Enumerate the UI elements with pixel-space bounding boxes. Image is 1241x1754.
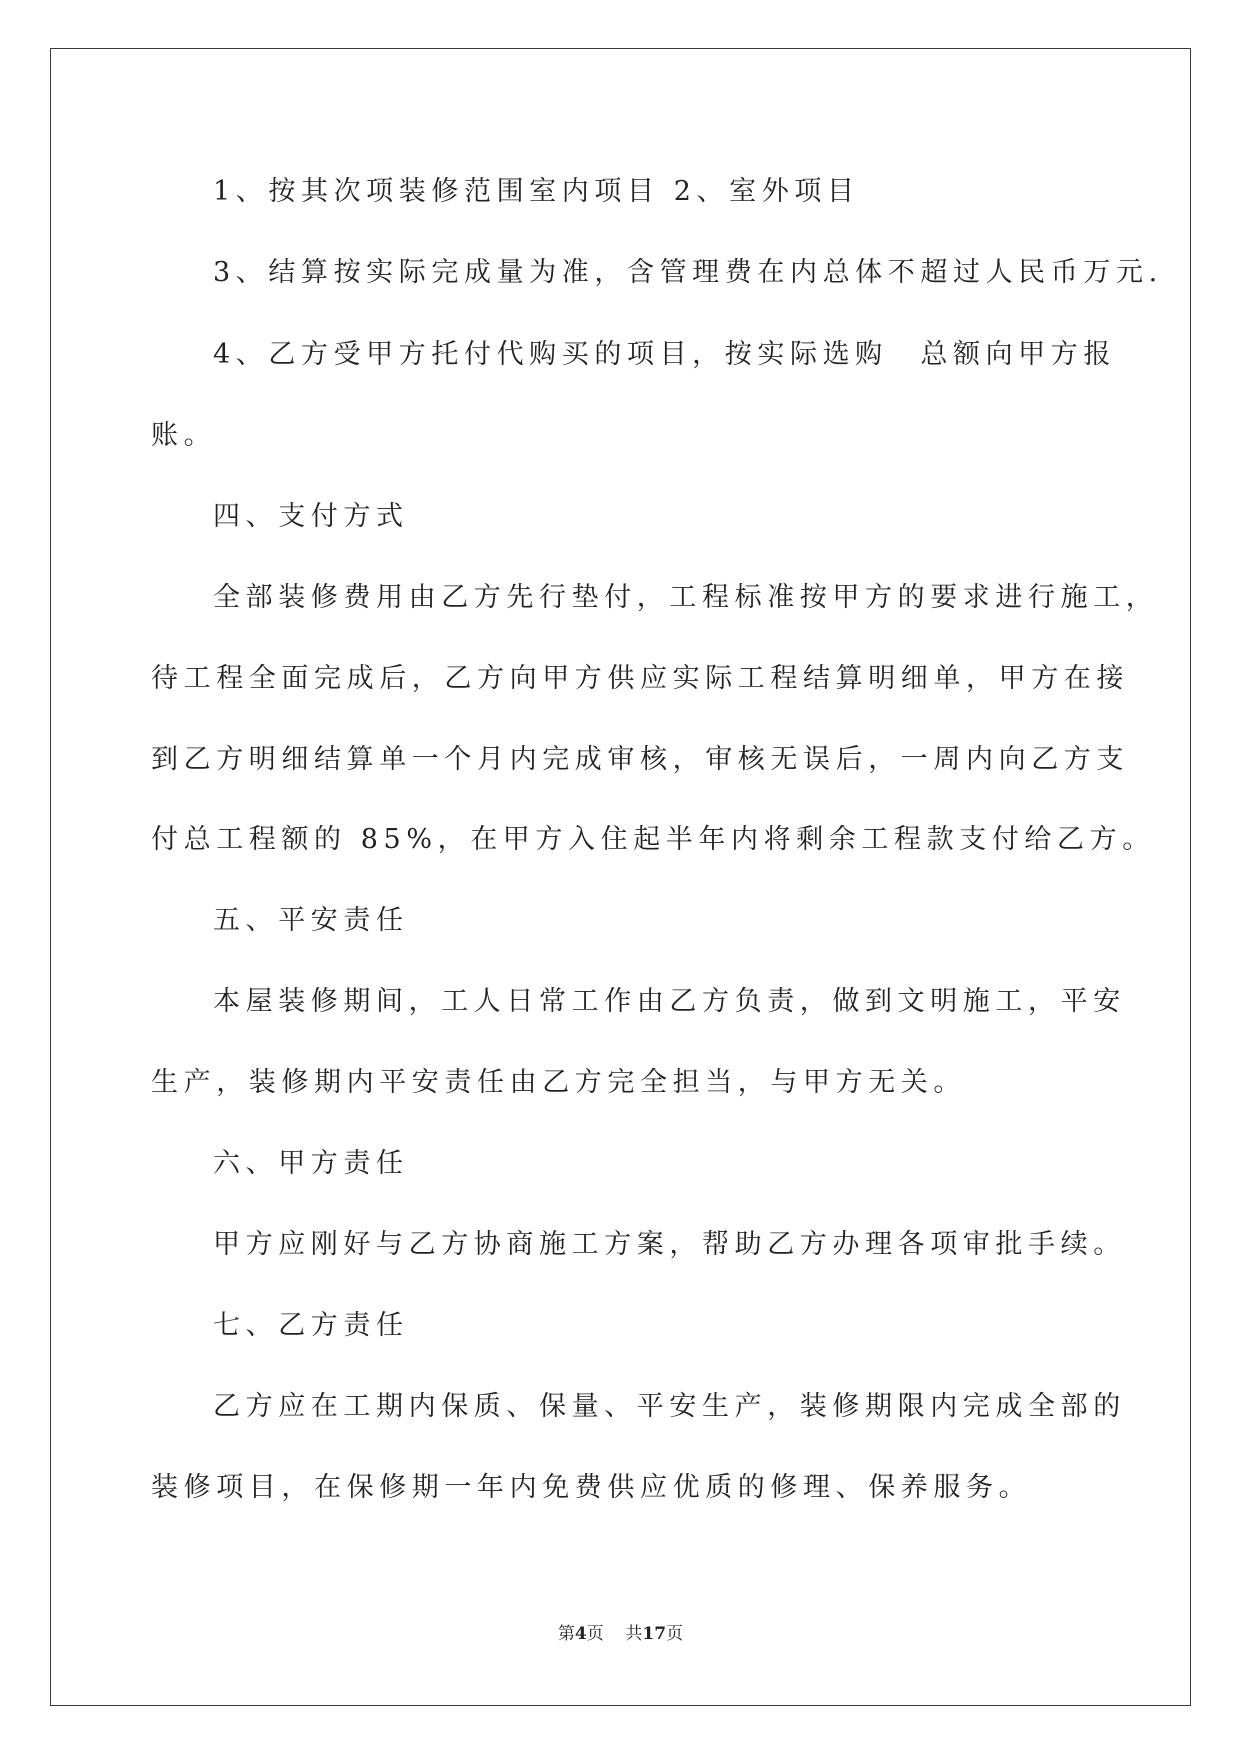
section-heading: 六、甲方责任 bbox=[213, 1148, 409, 1179]
footer-total-suffix: 页 bbox=[666, 1624, 684, 1644]
paragraph-line: 4、乙方受甲方托付代购买的项目，按实际选购 总额向甲方报 bbox=[213, 339, 1116, 370]
paragraph-line: 甲方应刚好与乙方协商施工方案，帮助乙方办理各项审批手续。 bbox=[213, 1229, 1126, 1260]
footer-page-suffix: 页 bbox=[586, 1624, 604, 1644]
paragraph-line: 全部装修费用由乙方先行垫付，工程标准按甲方的要求进行施工， bbox=[213, 582, 1159, 613]
paragraph-line: 待工程全面完成后，乙方向甲方供应实际工程结算明细单，甲方在接 bbox=[151, 663, 1129, 694]
paragraph-line: 装修项目，在保修期一年内免费供应优质的修理、保养服务。 bbox=[151, 1472, 1032, 1503]
section-heading: 四、支付方式 bbox=[213, 501, 409, 532]
paragraph-line: 账。 bbox=[151, 420, 217, 451]
section-heading: 五、平安责任 bbox=[213, 905, 409, 936]
total-pages: 17 bbox=[642, 1624, 667, 1644]
paragraph-line: 1、按其次项装修范围室内项目 2、室外项目 bbox=[213, 176, 860, 207]
paragraph-line: 乙方应在工期内保质、保量、平安生产，装修期限内完成全部的 bbox=[213, 1391, 1126, 1422]
page-number: 4 bbox=[574, 1624, 587, 1644]
footer-total-prefix: 共 bbox=[625, 1624, 643, 1644]
paragraph-line: 付总工程额的 85%，在甲方入住起半年内将剩余工程款支付给乙方。 bbox=[151, 824, 1155, 855]
paragraph-line: 到乙方明细结算单一个月内完成审核，审核无误后，一周内向乙方支 bbox=[151, 744, 1129, 775]
footer-prefix: 第 bbox=[557, 1624, 575, 1644]
paragraph-line: 本屋装修期间，工人日常工作由乙方负责，做到文明施工，平安 bbox=[213, 986, 1126, 1017]
page-footer bbox=[0, 1626, 1241, 1643]
paragraph-line: 3、结算按实际完成量为准，含管理费在内总体不超过人民币万元. bbox=[213, 257, 1163, 288]
section-heading: 七、乙方责任 bbox=[213, 1310, 409, 1341]
paragraph-line: 生产，装修期内平安责任由乙方完全担当，与甲方无关。 bbox=[151, 1067, 966, 1098]
